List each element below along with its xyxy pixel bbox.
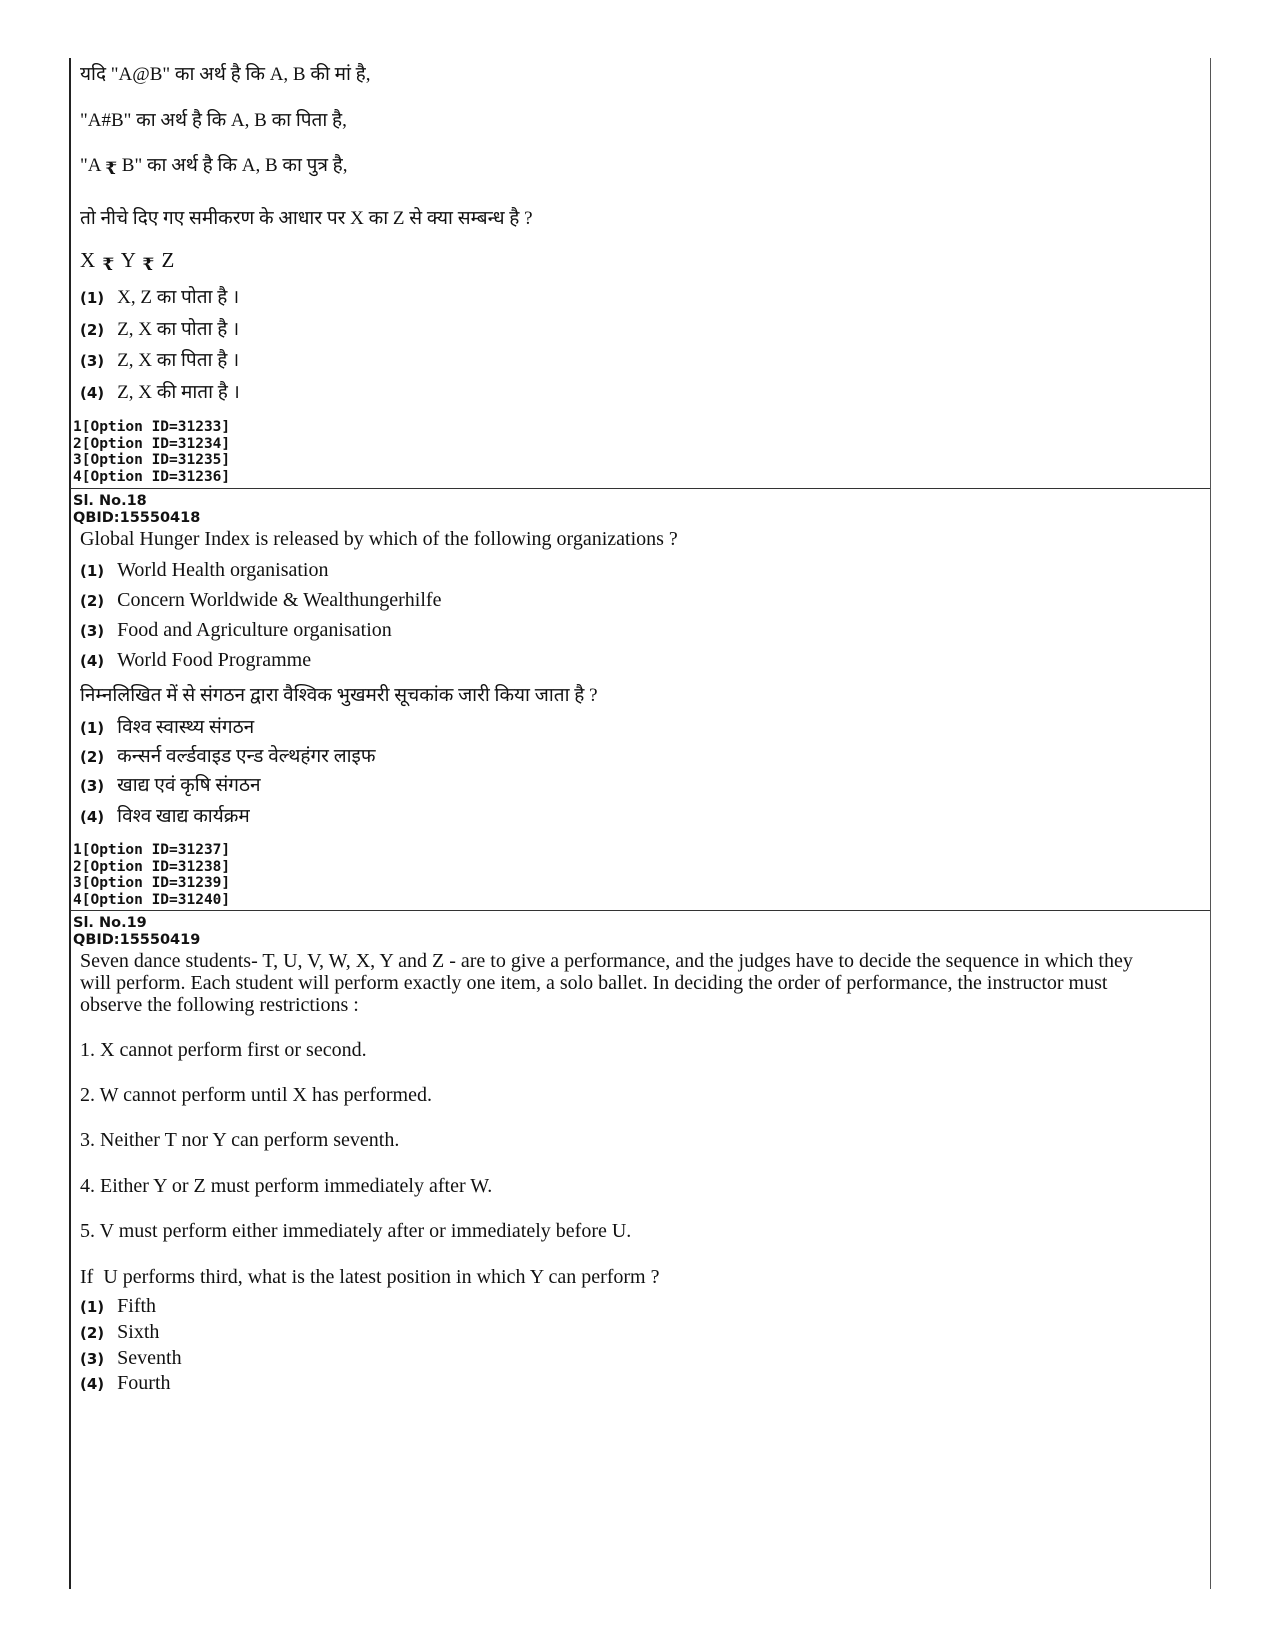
q17-option-1[interactable] bbox=[80, 283, 239, 309]
q18-option-hi-4[interactable] bbox=[80, 802, 250, 828]
q18-question-en: Global Hunger Index is released by which of the following organizations ? bbox=[80, 528, 678, 550]
option-number: (4) bbox=[80, 652, 105, 670]
qbid: QBID:15550419 bbox=[73, 931, 201, 948]
option-text: Concern Worldwide & Wealthungerhilfe bbox=[117, 589, 442, 611]
q17-line-2: "A#B" का अर्थ है कि A, B का पिता है, bbox=[80, 110, 347, 131]
option-text: Z, X का पिता है । bbox=[117, 350, 240, 371]
q19-option-4[interactable] bbox=[80, 1372, 171, 1395]
option-text: Fourth bbox=[117, 1372, 171, 1394]
option-number: (2) bbox=[80, 748, 105, 766]
option-number: (4) bbox=[80, 384, 105, 402]
option-number: (4) bbox=[80, 808, 105, 826]
option-id: 4[Option ID=31240] bbox=[73, 891, 231, 908]
q19-option-3[interactable] bbox=[80, 1347, 182, 1370]
q18-option-hi-1[interactable] bbox=[80, 713, 254, 739]
q19-option-2[interactable] bbox=[80, 1321, 159, 1344]
q18-question-hi: निम्नलिखित में से संगठन द्वारा वैश्विक भुखमरी सूचकांक जारी किया जाता है ? bbox=[80, 685, 598, 706]
rupee-symbol: ₹ bbox=[105, 159, 118, 178]
rupee-symbol: ₹ bbox=[142, 255, 155, 274]
option-number: (1) bbox=[80, 1298, 105, 1316]
option-number: (1) bbox=[80, 562, 105, 580]
serial-number: Sl. No.19 bbox=[73, 915, 147, 931]
q17-line-4: तो नीचे दिए गए समीकरण के आधार पर X का Z से क्या सम्बन्ध है ? bbox=[80, 208, 533, 229]
option-number: (3) bbox=[80, 622, 105, 640]
option-id: 1[Option ID=31237] bbox=[73, 842, 231, 858]
q19-rule-2: 2. W cannot perform until X has performed. bbox=[80, 1084, 432, 1106]
option-number: (3) bbox=[80, 1350, 105, 1368]
option-id: 1[Option ID=31233] bbox=[73, 419, 231, 435]
equation-y: Y bbox=[120, 248, 136, 272]
q19-rule-1: 1. X cannot perform first or second. bbox=[80, 1039, 367, 1061]
q17-option-2[interactable] bbox=[80, 315, 239, 341]
q17-line-3 bbox=[80, 151, 348, 177]
option-id: 3[Option ID=31235] bbox=[73, 452, 231, 468]
option-text: Sixth bbox=[117, 1321, 160, 1343]
q19-question: If U performs third, what is the latest position in which Y can perform ? bbox=[80, 1266, 660, 1288]
option-number: (3) bbox=[80, 777, 105, 795]
option-number: (2) bbox=[80, 321, 105, 339]
option-id: 2[Option ID=31238] bbox=[73, 858, 231, 875]
equation-z: Z bbox=[161, 248, 175, 272]
q18-option-hi-2[interactable] bbox=[80, 742, 375, 768]
serial-number: Sl. No.18 bbox=[73, 493, 147, 509]
q18-option-en-3[interactable] bbox=[80, 619, 392, 642]
q19-option-1[interactable] bbox=[80, 1295, 156, 1318]
q18-option-en-4[interactable] bbox=[80, 649, 311, 672]
option-text: विश्व खाद्य कार्यक्रम bbox=[117, 806, 250, 827]
option-text: Food and Agriculture organisation bbox=[117, 619, 392, 641]
q19-rule-5: 5. V must perform either immediately after or immediately before U. bbox=[80, 1220, 632, 1242]
q17-line-1: यदि "A@B" का अर्थ है कि A, B की मां है, bbox=[80, 64, 371, 85]
q17-option-4[interactable] bbox=[80, 378, 240, 404]
option-id: 3[Option ID=31239] bbox=[73, 875, 231, 891]
option-number: (3) bbox=[80, 352, 105, 370]
option-text: X, Z का पोता है । bbox=[117, 287, 240, 308]
question-divider bbox=[70, 910, 1210, 911]
q19-header bbox=[73, 915, 200, 948]
option-id: 4[Option ID=31236] bbox=[73, 468, 231, 485]
option-number: (2) bbox=[80, 592, 105, 610]
q17-line-3-mid: B" bbox=[121, 155, 143, 176]
qbid: QBID:15550418 bbox=[73, 509, 201, 526]
option-number: (1) bbox=[80, 719, 105, 737]
q17-line-3-rest: का अर्थ है कि A, B का पुत्र है, bbox=[146, 155, 348, 176]
q17-option-ids bbox=[73, 419, 230, 485]
equation-x: X bbox=[80, 248, 96, 272]
option-text: Seventh bbox=[117, 1347, 182, 1369]
q18-option-ids bbox=[73, 842, 230, 908]
q19-intro: Seven dance students- T, U, V, W, X, Y and Z - are to give a performance, and the judges have to decide the sequence in which they will perform. Each student will perform exactly one item, a solo ballet. In deciding the order of performance, the instructor must observe the following restrictions : bbox=[80, 950, 1133, 1016]
option-text: Z, X का पोता है । bbox=[117, 319, 240, 340]
question-divider bbox=[70, 488, 1210, 489]
option-text: Z, X की माता है । bbox=[117, 382, 240, 403]
q17-option-3[interactable] bbox=[80, 346, 239, 372]
option-text: World Food Programme bbox=[117, 649, 312, 671]
option-text: Fifth bbox=[117, 1295, 157, 1317]
q18-header bbox=[73, 493, 200, 526]
option-text: World Health organisation bbox=[117, 559, 329, 581]
q17-equation bbox=[80, 248, 174, 273]
option-text: खाद्य एवं कृषि संगठन bbox=[117, 775, 261, 796]
option-number: (4) bbox=[80, 1375, 105, 1393]
q17-line-3-prefix: "A bbox=[80, 155, 101, 176]
q18-option-hi-3[interactable] bbox=[80, 771, 261, 797]
option-number: (1) bbox=[80, 289, 105, 307]
q18-option-en-2[interactable] bbox=[80, 589, 441, 612]
option-text: विश्व स्वास्थ्य संगठन bbox=[117, 717, 255, 738]
q19-rule-4: 4. Either Y or Z must perform immediately after W. bbox=[80, 1175, 493, 1197]
q18-option-en-1[interactable] bbox=[80, 559, 328, 582]
option-text: कन्सर्न वर्ल्डवाइड एन्ड वेल्थहंगर लाइफ bbox=[117, 746, 376, 767]
option-number: (2) bbox=[80, 1324, 105, 1342]
q19-rule-3: 3. Neither T nor Y can perform seventh. bbox=[80, 1129, 400, 1151]
option-id: 2[Option ID=31234] bbox=[73, 435, 231, 452]
rupee-symbol: ₹ bbox=[102, 255, 115, 274]
